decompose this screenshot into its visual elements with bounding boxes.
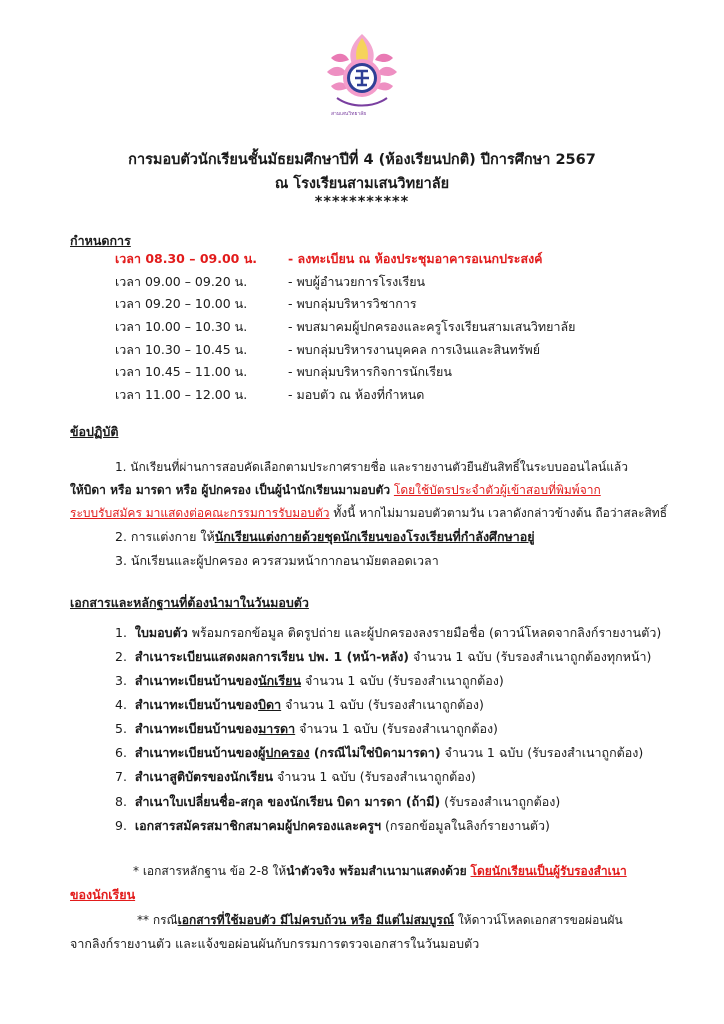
document-item — [115, 721, 498, 737]
logo-caption: สามเสนวิทยาลัย — [331, 111, 367, 117]
note-1-emphasis: นำตัวจริง พร้อมสำเนามาแสดงด้วย — [286, 864, 467, 878]
schedule-activity: - พบผู้อำนวยการโรงเรียน — [288, 274, 426, 289]
note-2-text-cont: ให้ดาวน์โหลดเอกสารขอผ่อนผัน — [454, 913, 623, 927]
rule-1-forfeit-text: ทั้งนี้ หากไม่มามอบตัวตามวัน เวลาดังกล่าวข้างต้น ถือว่าสละสิทธิ์ — [329, 506, 668, 520]
document-item — [115, 673, 504, 689]
item-detail: จำนวน 1 ฉบับ (รับรองสำเนาถูกต้องทุกหน้า) — [409, 649, 652, 664]
item-number: 3. — [115, 673, 127, 688]
item-number: 8. — [115, 794, 127, 809]
documents-heading: เอกสารและหลักฐานที่ต้องนำมาในวันมอบตัว — [70, 595, 309, 610]
document-item — [115, 745, 643, 761]
item-title-emphasis: บิดา — [258, 697, 282, 712]
item-detail: (กรอกข้อมูลในลิงก์รายงานตัว) — [381, 818, 550, 833]
schedule-activity: - ลงทะเบียน ณ ห้องประชุมอาคารอเนกประสงค์ — [288, 251, 543, 266]
item-number: 7. — [115, 769, 127, 784]
rule-1-red-note: โดยใช้บัตรประจำตัวผู้เข้าสอบที่พิมพ์จาก — [393, 483, 601, 497]
document-item — [115, 649, 651, 665]
rule-2-emphasis: นักเรียนแต่งกายด้วยชุดนักเรียนของโรงเรียนที่กำลังศึกษาอยู่ — [214, 529, 535, 544]
note-2-text: ** กรณี — [137, 913, 178, 927]
item-title: สำเนาทะเบียนบ้านของ — [134, 673, 259, 688]
schedule-heading: กำหนดการ — [70, 233, 131, 248]
note-1-text: * เอกสารหลักฐาน ข้อ 2-8 ให้ — [133, 864, 287, 878]
rules-heading: ข้อปฏิบัติ — [70, 424, 119, 439]
item-number: 4. — [115, 697, 127, 712]
page-subtitle: ณ โรงเรียนสามเสนวิทยาลัย — [274, 176, 450, 192]
note-2-line-1 — [137, 912, 623, 928]
item-title: เอกสารสมัครสมาชิกสมาคมผู้ปกครองและครูฯ — [134, 818, 382, 833]
note-2-emphasis: เอกสารที่ใช้มอบตัว มีไม่ครบถ้วน หรือ มีแต่ไม่สมบูรณ์ — [177, 913, 454, 927]
rule-1-emphasis: ให้บิดา หรือ มารดา หรือ ผู้ปกครอง เป็นผู้นำนักเรียนมามอบตัว — [70, 483, 391, 497]
schedule-time: เวลา 11.00 – 12.00 น. — [115, 387, 248, 402]
schedule-activity: - พบกลุ่มบริหารวิชาการ — [288, 296, 417, 311]
rule-1-line-2 — [70, 482, 601, 498]
rule-2 — [115, 529, 535, 545]
school-logo — [321, 28, 403, 116]
item-detail: จำนวน 1 ฉบับ (รับรองสำเนาถูกต้อง) — [440, 745, 644, 760]
page-title: การมอบตัวนักเรียนชั้นมัธยมศึกษาปีที่ 4 (ห้องเรียนปกติ) ปีการศึกษา 2567 — [128, 152, 596, 168]
note-2-line-2: จากลิงก์รายงานตัว และแจ้งขอผ่อนผันกับกรรมการตรวจเอกสารในวันมอบตัว — [70, 936, 480, 951]
item-detail: จำนวน 1 ฉบับ (รับรองสำเนาถูกต้อง) — [281, 697, 484, 712]
item-number: 9. — [115, 818, 127, 833]
item-title-emphasis: มารดา — [258, 721, 296, 736]
item-detail: จำนวน 1 ฉบับ (รับรองสำเนาถูกต้อง) — [295, 721, 498, 736]
rule-1-line-1: 1. นักเรียนที่ผ่านการสอบคัดเลือกตามประกาศรายชื่อ และรายงานตัวยืนยันสิทธิ์ในระบบออนไลน์แล้ว — [115, 460, 629, 474]
document-item — [115, 818, 550, 834]
note-1-red-note: โดยนักเรียนเป็นผู้รับรองสำเนา — [470, 864, 627, 878]
note-1-line-1 — [133, 863, 627, 879]
title-stars: *********** — [314, 194, 410, 210]
item-title: ใบมอบตัว — [134, 625, 188, 640]
schedule-time: เวลา 09.00 – 09.20 น. — [115, 274, 248, 289]
item-title: สำเนาระเบียนแสดงผลการเรียน ปพ. 1 (หน้า-หลัง) — [134, 649, 410, 664]
schedule-activity: - พบกลุ่มบริหารกิจการนักเรียน — [288, 364, 452, 379]
document-item — [115, 625, 661, 641]
item-title: สำเนาสูติบัตรของนักเรียน — [134, 769, 274, 784]
schedule-time: เวลา 10.30 – 10.45 น. — [115, 342, 248, 357]
item-detail: จำนวน 1 ฉบับ (รับรองสำเนาถูกต้อง) — [301, 673, 504, 688]
document-item — [115, 697, 484, 713]
item-detail: (รับรองสำเนาถูกต้อง) — [440, 794, 561, 809]
item-title: สำเนาทะเบียนบ้านของ — [134, 721, 259, 736]
item-condition: (กรณีไม่ใช่บิดามารดา) — [309, 745, 441, 760]
item-number: 6. — [115, 745, 127, 760]
schedule-time: เวลา 09.20 – 10.00 น. — [115, 296, 248, 311]
rule-1-line-3 — [70, 505, 667, 521]
rule-1-red-note-cont: ระบบรับสมัคร มาแสดงต่อคณะกรรมการรับมอบตัว — [70, 506, 330, 520]
item-title: สำเนาทะเบียนบ้านของ — [134, 745, 259, 760]
item-detail: จำนวน 1 ฉบับ (รับรองสำเนาถูกต้อง) — [273, 769, 476, 784]
item-title: สำเนาทะเบียนบ้านของ — [134, 697, 259, 712]
item-number: 1. — [115, 625, 127, 640]
item-detail: พร้อมกรอกข้อมูล ติดรูปถ่าย และผู้ปกครองลงรายมือชื่อ (ดาวน์โหลดจากลิงก์รายงานตัว) — [187, 625, 662, 640]
schedule-time: เวลา 10.00 – 10.30 น. — [115, 319, 248, 334]
schedule-time: เวลา 08.30 – 09.00 น. — [115, 251, 257, 266]
note-1-red-note-cont: ของนักเรียน — [70, 887, 136, 902]
item-title: สำเนาใบเปลี่ยนชื่อ-สกุล ของนักเรียน บิดา มารดา (ถ้ามี) — [134, 794, 441, 809]
item-number: 2. — [115, 649, 127, 664]
schedule-activity: - พบกลุ่มบริหารงานบุคคล การเงินและสินทรัพย์ — [288, 342, 541, 357]
schedule-time: เวลา 10.45 – 11.00 น. — [115, 364, 248, 379]
schedule-activity: - พบสมาคมผู้ปกครองและครูโรงเรียนสามเสนวิทยาลัย — [288, 319, 576, 334]
rule-3: 3. นักเรียนและผู้ปกครอง ควรสวมหน้ากากอนามัยตลอดเวลา — [115, 553, 439, 568]
document-item — [115, 769, 476, 785]
item-title-emphasis: ผู้ปกครอง — [258, 745, 310, 760]
item-title-emphasis: นักเรียน — [258, 673, 302, 688]
rule-2-label: 2. การแต่งกาย ให้ — [115, 529, 215, 544]
item-number: 5. — [115, 721, 127, 736]
schedule-activity: - มอบตัว ณ ห้องที่กำหนด — [288, 387, 425, 402]
document-item — [115, 794, 560, 810]
